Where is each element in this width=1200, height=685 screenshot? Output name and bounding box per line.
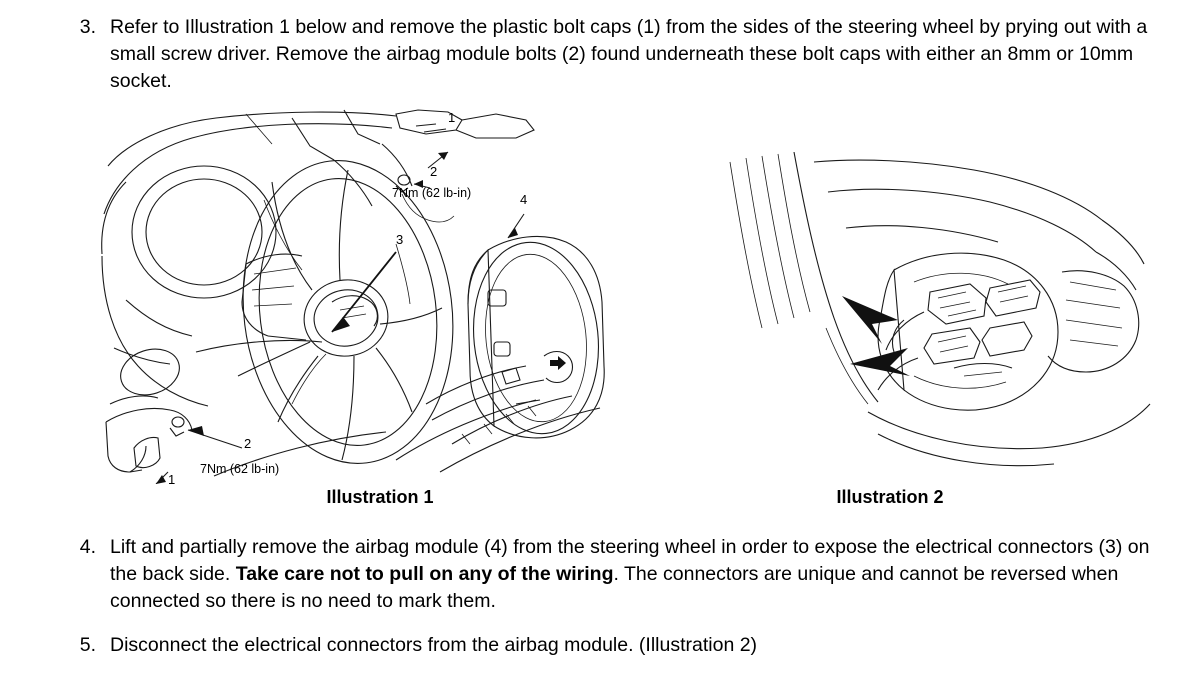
callout-illus1-1-top: 1 xyxy=(448,110,456,125)
step-4-text-part-1: Lift and partially remove the airbag module (4) from the steering wheel in order to expose the electrical connectors (3) on the back side. xyxy=(110,536,1150,585)
illustration-1-caption: Illustration 1 xyxy=(326,487,434,507)
illustration-1-figure xyxy=(96,104,736,484)
step-3-text: Refer to Illustration 1 below and remove the plastic bolt caps (1) from the sides of the steering wheel by prying out with a small screw driver. Remove the airbag module bolts (2) found underneath these bolt caps with either an 8mm or 10mm socket. xyxy=(110,16,1148,92)
step-4-text xyxy=(110,534,1152,615)
step-4 xyxy=(72,534,1152,615)
step-5-text: Disconnect the electrical connectors from the airbag module. (Illustration 2) xyxy=(110,634,758,656)
step-4-number: 4. xyxy=(79,536,96,558)
step-3-number: 3. xyxy=(79,16,96,38)
illustration-2-caption: Illustration 2 xyxy=(836,487,944,507)
callout-illus1-3: 3 xyxy=(396,232,404,247)
step-4-text-bold: Take care not to pull on any of the wiring xyxy=(235,563,614,585)
callout-illus1-4: 4 xyxy=(520,192,528,207)
step-5 xyxy=(72,632,1152,659)
callout-illus1-1-bottom: 1 xyxy=(168,472,176,484)
torque-note-top: 7Nm (62 lb-in) xyxy=(392,186,472,200)
illustration-2-figure xyxy=(718,152,1158,472)
step-4-text-part-3: . The connectors are unique and cannot be reversed when connected so there is no need to mark them. xyxy=(110,563,1119,612)
illustration-1-drawing xyxy=(96,104,736,484)
step-3 xyxy=(72,14,1152,95)
callout-illus1-2-top: 2 xyxy=(430,164,438,179)
illustration-2-drawing xyxy=(718,152,1158,472)
step-5-number: 5. xyxy=(79,634,96,656)
callout-illus1-2-bottom: 2 xyxy=(244,436,252,451)
torque-note-bottom: 7Nm (62 lb-in) xyxy=(200,462,280,476)
